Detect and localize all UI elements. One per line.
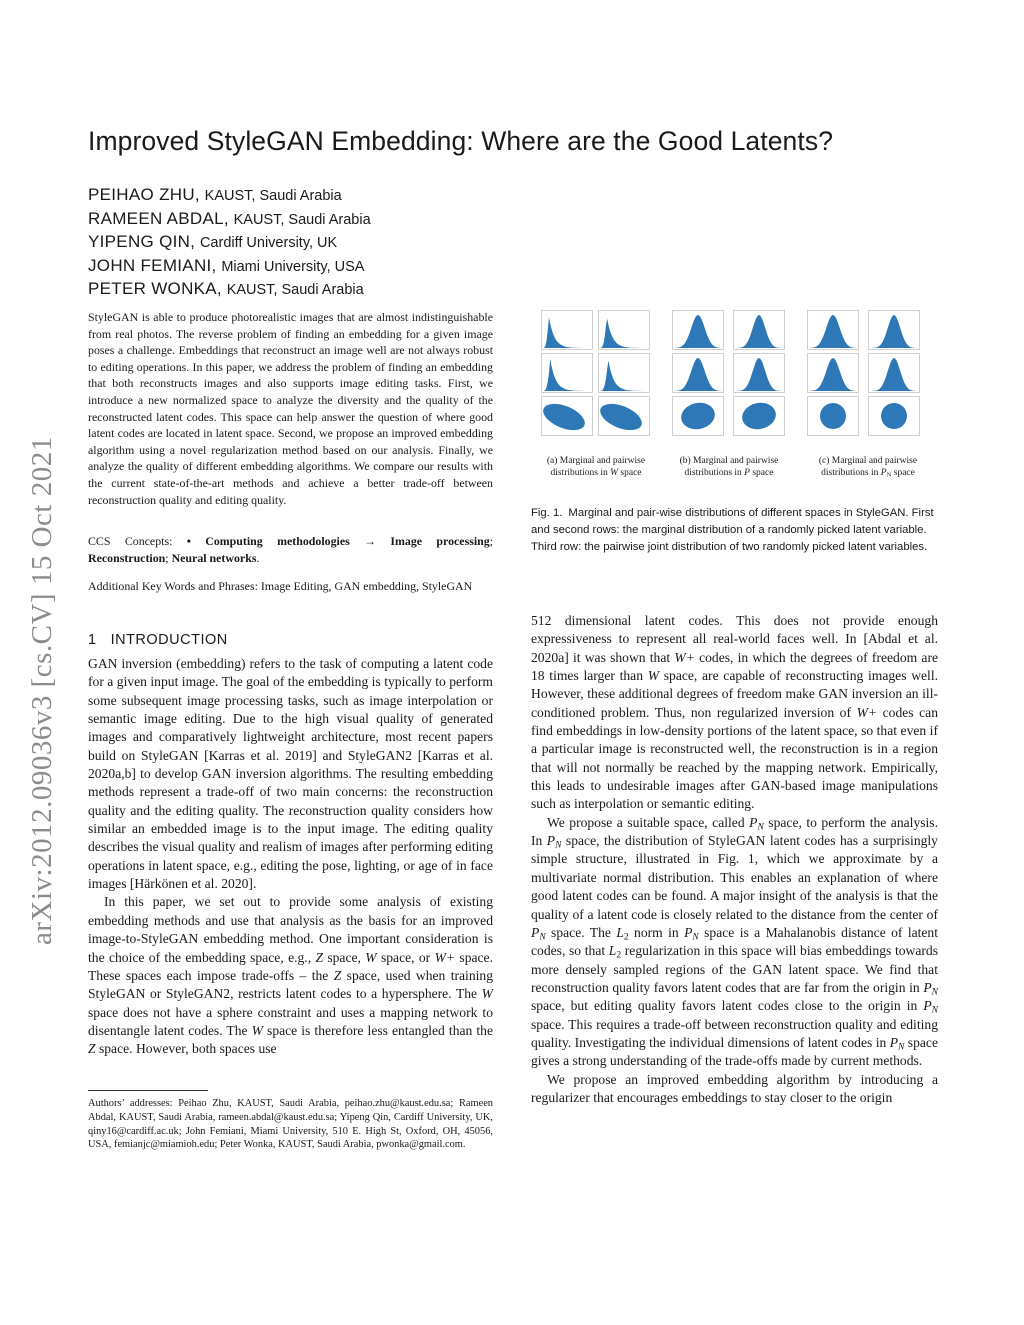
distribution-shape — [599, 311, 649, 349]
marginal-plot-10 — [807, 353, 859, 393]
histogram-shape — [600, 360, 648, 391]
distribution-shape — [542, 397, 592, 435]
distribution-shape — [542, 311, 592, 349]
subcaption-c: (c) Marginal and pairwise distributions in $P_N$ space — [818, 456, 918, 479]
intro-right-column — [531, 612, 938, 1107]
histogram-shape — [735, 358, 783, 391]
author-affiliation: KAUST, Saudi Arabia — [233, 212, 371, 228]
marginal-plot-3 — [733, 310, 785, 350]
author-affiliation: Miami University, USA — [221, 259, 365, 275]
ccs-concept-3: Reconstruction — [88, 550, 166, 565]
distribution-shape — [734, 354, 784, 392]
histogram-shape — [600, 319, 648, 348]
ccs-bullet: • — [186, 534, 206, 548]
marginal-plot-7 — [598, 353, 650, 393]
right-paragraph-3: We propose an improved embedding algorithm by introducing a regularizer that encourages embeddings to stay closer to the origin — [531, 1071, 938, 1105]
scatter-cloud — [820, 403, 846, 429]
pairwise-plot-16 — [807, 396, 859, 436]
distribution-shape — [542, 354, 592, 392]
scatter-cloud — [679, 400, 718, 433]
histogram-shape — [870, 315, 918, 348]
pairwise-plot-13 — [598, 396, 650, 436]
distribution-shape — [673, 354, 723, 392]
footnote-rule — [88, 1090, 208, 1091]
ccs-concept-1: Computing methodologies — [205, 534, 350, 548]
author-name: RAMEEN ABDAL, — [88, 209, 229, 228]
marginal-plot-5 — [868, 310, 920, 350]
histogram-shape — [674, 358, 722, 391]
scatter-cloud — [542, 399, 589, 435]
distribution-shape — [734, 311, 784, 349]
marginal-plot-2 — [672, 310, 724, 350]
figure-1 — [531, 300, 938, 490]
figure-caption-text: Marginal and pair-wise distributions of different spaces in StyleGAN. First and second rows: the marginal distribution of a randomly picked latent variable. Third row: the pairwise joint distribution of two randomly picked latent variables. — [531, 507, 934, 553]
distribution-shape — [869, 397, 919, 435]
histogram-shape — [809, 315, 857, 348]
section-number: 1 — [88, 632, 97, 648]
arxiv-identifier: arXiv:2012.09036v3 [cs.CV] 15 Oct 2021 — [26, 436, 58, 945]
section-heading — [88, 631, 498, 649]
distribution-shape — [673, 397, 723, 435]
marginal-plot-4 — [807, 310, 859, 350]
intro-left-column — [88, 655, 493, 1059]
distribution-shape — [599, 354, 649, 392]
marginal-plot-9 — [733, 353, 785, 393]
distribution-shape — [869, 311, 919, 349]
ccs-concepts — [88, 533, 493, 566]
histogram-shape — [809, 358, 857, 391]
distribution-shape — [808, 311, 858, 349]
intro-paragraph-2: In this paper, we set out to provide some analysis of existing embedding methods and use that analysis as the basis for an improved image-to-StyleGAN embedding method. One important consideration is the choice of the embedding space, e.g., Z space, W space, or W+ space. These spaces each impose trade-offs – the Z space, used when training StyleGAN or StyleGAN2, restricts latent codes to a hypersphere. The W space does not have a sphere constraint and uses a mapping network to disentangle latent codes. The W space is therefore less entangled than the Z space. However, both spaces use — [88, 894, 494, 1057]
ccs-sep: ; — [489, 534, 493, 548]
keywords: Additional Key Words and Phrases: Image Editing, GAN embedding, StyleGAN — [88, 579, 473, 593]
author-name: YIPENG QIN, — [88, 232, 196, 251]
author-3 — [88, 232, 508, 253]
ccs-label: CCS Concepts: — [88, 534, 187, 548]
author-affiliation: KAUST, Saudi Arabia — [204, 188, 342, 204]
marginal-plot-6 — [541, 353, 593, 393]
histogram-shape — [870, 358, 918, 391]
pairwise-plot-15 — [733, 396, 785, 436]
author-name: JOHN FEMIANI, — [88, 256, 217, 275]
authors-addresses-footnote: Authors’ addresses: Peihao Zhu, KAUST, Saudi Arabia, peihao.zhu@kaust.edu.sa; Rameen Abdal, KAUST, Saudi Arabia, rameen.abdal@kaust.edu.sa; Yipeng Qin, Cardiff University, UK, qiny16@cardiff.ac.uk; John Femiani, Miami University, 510 E. High St, Oxford, OH, 45056, USA, femianjc@miamioh.edu; Peter Wonka, KAUST, Saudi Arabia, pwonka@gmail.com. — [88, 1098, 493, 1151]
pairwise-plot-14 — [672, 396, 724, 436]
distribution-shape — [734, 397, 784, 435]
author-affiliation: Cardiff University, UK — [199, 235, 338, 251]
histogram-shape — [543, 359, 591, 391]
marginal-plot-1 — [598, 310, 650, 350]
ccs-arrow: → — [349, 534, 391, 548]
distribution-shape — [808, 354, 858, 392]
marginal-plot-8 — [672, 353, 724, 393]
histogram-shape — [543, 317, 591, 348]
ccs-concept-4: Neural networks — [171, 550, 257, 565]
pairwise-plot-12 — [541, 396, 593, 436]
distribution-shape — [869, 354, 919, 392]
scatter-cloud — [599, 399, 646, 435]
subcaption-a: (a) Marginal and pairwise distributions in W space — [546, 456, 646, 478]
distribution-shape — [673, 311, 723, 349]
histogram-shape — [735, 315, 783, 348]
scatter-cloud — [881, 403, 907, 429]
author-name: PEIHAO ZHU, — [88, 185, 200, 204]
pairwise-plot-17 — [868, 396, 920, 436]
abstract: StyleGAN is able to produce photorealistic images that are almost indistinguishable from real photos. The reverse problem of finding an embedding for a given image poses a challenge. Embeddings that reconstruct an image well are not always robust to editing operations. In this paper, we address the problem of finding an embedding that both reconstructs images and also supports image editing tasks. First, we introduce a new normalized space to analyze the diversity and the quality of the reconstructed latent codes. This space can help answer the question of where good latent codes are located in latent space. Second, we propose an improved embedding algorithm using a novel regularization method based on our analysis. Finally, we analyze the quality of different embedding algorithms. We compare our results with the current state-of-the-art methods and achieve a better trade-off between reconstruction quality and editing quality. — [88, 310, 493, 507]
author-5 — [88, 279, 508, 300]
ccs-end: . — [256, 550, 260, 565]
marginal-plot-11 — [868, 353, 920, 393]
author-4 — [88, 256, 508, 277]
figure-caption — [531, 505, 938, 556]
marginal-plot-0 — [541, 310, 593, 350]
intro-paragraph-1: GAN inversion (embedding) refers to the task of computing a latent code for a given input image. The goal of the embedding is typically to perform some subsequent image processing tasks, such as image interpolation or semantic image editing. Due to the high visual quality of generated images and comparatively lightweight architecture, most recent papers build on StyleGAN [Karras et al. 2019] and StyleGAN2 [Karras et al. 2020a,b] to develop GAN inversion algorithms. The resulting embedding methods represent a trade-off of two main concerns: the reconstruction quality and the editing quality. The reconstruction quality considers how similar an embedded image is to the input image. The editing quality describes the visual quality and realism of images after performing editing operations in latent space, e.g., editing the pose, lighting, or age of in face images [Härkönen et al. 2020]. — [88, 656, 493, 892]
ccs-sep: ; — [165, 550, 172, 565]
author-name: PETER WONKA, — [88, 279, 222, 298]
figure-caption-label: Fig. 1. — [531, 507, 563, 519]
distribution-shape — [808, 397, 858, 435]
scatter-cloud — [740, 400, 779, 433]
author-affiliation: KAUST, Saudi Arabia — [226, 282, 364, 298]
distribution-shape — [599, 397, 649, 435]
author-2 — [88, 209, 508, 230]
paper-title: Improved StyleGAN Embedding: Where are the Good Latents? — [88, 126, 834, 156]
section-title: INTRODUCTION — [110, 632, 228, 648]
ccs-concept-2: Image processing — [390, 534, 490, 548]
right-paragraph-2: We propose a suitable space, called $P_N$ space, to perform the analysis. In $P_N$ space, the distribution of StyleGAN latent codes has a surprisingly simple structure, illustrated in Fig. 1, which we approximate by a multivariate normal distribution. This enables an explanation of where good latent codes can be found. A major insight of the analysis is that the quality of a latent code is closely related to the distance from the center of $P_N$ space. The $L_2$ norm in $P_N$ space is a Mahalanobis distance of latent codes, so that $L_2$ regularization in this space will bias embeddings towards more densely sampled regions of the GAN latent space. We find that reconstruction quality favors latent codes that are far from the origin in $P_N$ space, but editing quality favors latent codes close to the origin in $P_N$ space. This requires a trade-off between reconstruction quality and editing quality. Investigating the individual dimensions of latent codes in $P_N$ space gives a strong understanding of the trade-offs made by current methods. — [531, 814, 939, 1069]
subcaption-b: (b) Marginal and pairwise distributions in P space — [679, 456, 779, 478]
right-paragraph-1: 512 dimensional latent codes. This does not provide enough expressiveness to represent all real-world faces well. In [Abdal et al. 2020a] it was shown that W+ codes, in which the degrees of freedom are 18 times larger than W space, are capable of reconstructing images well. However, these additional degrees of freedom make GAN inversion an ill-conditioned problem. Thus, non regularized inversion of W+ codes can find embeddings in low-density portions of the latent space, so that even if a particular image is reconstructed well, the reconstruction is in a region that will not normally be reached by the mapping network. Empirically, this leads to undesirable images after GAN-based image manipulations such as interpolation or semantic editing. — [531, 613, 939, 812]
histogram-shape — [674, 315, 722, 348]
author-1 — [88, 185, 508, 206]
